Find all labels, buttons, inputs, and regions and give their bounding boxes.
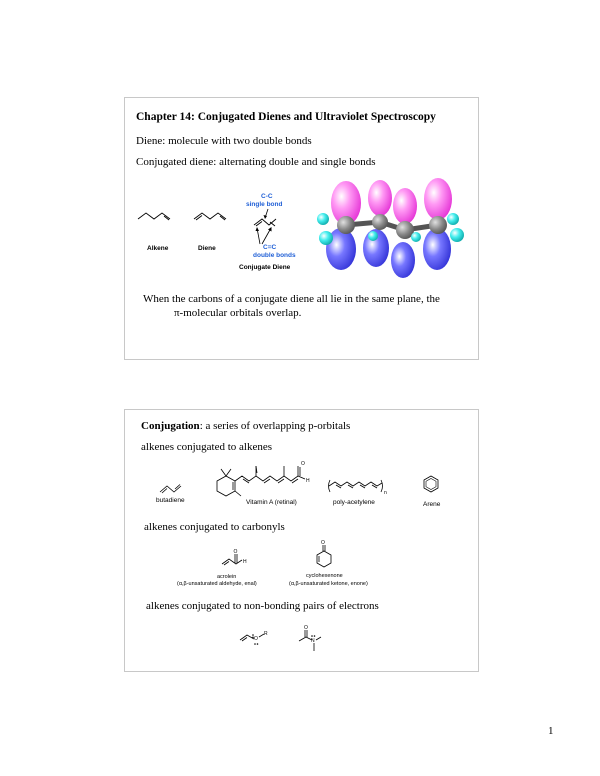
- label-butadiene: butadiene: [156, 497, 185, 504]
- label-cc-double-1: C=C: [263, 244, 277, 251]
- label-acrolein-desc: (α,β-unsaturated aldehyde, enal): [177, 581, 257, 587]
- label-cyclohexenone: cyclohexenone: [306, 573, 343, 579]
- svg-text:R: R: [264, 631, 268, 637]
- vinyl-ether-structure: [237, 626, 273, 648]
- label-cyclohexenone-desc: (α,β-unsaturated ketone, enone): [289, 581, 368, 587]
- alkene-structure: [137, 208, 177, 224]
- svg-text:H: H: [243, 559, 247, 565]
- orbital-lobe-bottom: [423, 228, 451, 270]
- butadiene-structure: [159, 482, 191, 496]
- svg-text:O: O: [301, 461, 305, 467]
- svg-text:O: O: [321, 540, 325, 546]
- slide1-para-line2: π-molecular orbitals overlap.: [174, 307, 302, 319]
- page-number: 1: [548, 725, 554, 737]
- polyacetylene-structure: [327, 478, 387, 494]
- slide1-line-diene: Diene: molecule with two double bonds: [136, 135, 312, 147]
- carbon-atom: [337, 216, 355, 234]
- slide1-title: Chapter 14: Conjugated Dienes and Ultraviolet Spectroscopy: [136, 111, 436, 123]
- svg-text:O: O: [304, 625, 308, 631]
- pi-orbital-model: [311, 180, 471, 284]
- conjugate-diene-structure: [243, 208, 303, 248]
- hydrogen-atom: [447, 213, 459, 225]
- hydrogen-atom: [319, 231, 333, 245]
- slide1-para-line1: When the carbons of a conjugate diene all lie in the same plane, the: [143, 293, 440, 305]
- hydrogen-atom: [317, 213, 329, 225]
- orbital-lobe-top: [393, 188, 417, 224]
- label-acrolein: acrolein: [217, 574, 237, 580]
- hydrogen-atom: [450, 228, 464, 242]
- vitamin-a-structure: [209, 460, 309, 502]
- svg-text:n: n: [384, 490, 387, 496]
- svg-text:O: O: [233, 549, 238, 555]
- arene-structure: [421, 474, 441, 496]
- diene-structure: [193, 208, 233, 224]
- orbital-lobe-top: [424, 178, 452, 220]
- label-conjugate-diene: Conjugate Diene: [239, 264, 291, 271]
- carbon-atom: [429, 216, 447, 234]
- label-diene: Diene: [198, 245, 216, 252]
- orbital-lobe-bottom: [391, 242, 415, 278]
- label-cc-single-2: single bond: [246, 201, 283, 208]
- carbon-atom: [372, 214, 388, 230]
- label-cc-single-1: C-C: [261, 193, 273, 200]
- cyclohexenone-structure: [310, 538, 338, 572]
- slide2-sub-alkenes: alkenes conjugated to alkenes: [141, 441, 273, 453]
- slide2-title-bold: Conjugation: [141, 420, 200, 432]
- slide2-title-rest: : a series of overlapping p-orbitals: [199, 420, 351, 432]
- svg-text:H: H: [306, 478, 310, 484]
- amide-structure: [295, 622, 331, 656]
- label-cc-double-2: double bonds: [253, 252, 296, 259]
- slide-conjugation: [124, 409, 479, 672]
- hydrogen-atom: [411, 232, 421, 242]
- slide-conjugated-dienes: [124, 97, 479, 360]
- orbital-lobe-top: [368, 180, 392, 216]
- svg-text:O: O: [254, 636, 258, 642]
- acrolein-structure: [219, 546, 253, 570]
- label-vitamin-a: Vitamin A (retinal): [246, 499, 297, 506]
- label-arene: Arene: [423, 501, 441, 508]
- slide1-line-conjugated: Conjugated diene: alternating double and single bonds: [136, 156, 376, 168]
- slide2-sub-nonbonding: alkenes conjugated to non-bonding pairs of electrons: [146, 600, 379, 612]
- slide2-title: [141, 420, 350, 432]
- label-polyacetylene: poly-acetylene: [333, 499, 375, 506]
- label-alkene: Alkene: [147, 245, 169, 252]
- svg-text:N: N: [311, 638, 315, 644]
- slide2-sub-carbonyls: alkenes conjugated to carbonyls: [144, 521, 285, 533]
- hydrogen-atom: [368, 231, 378, 241]
